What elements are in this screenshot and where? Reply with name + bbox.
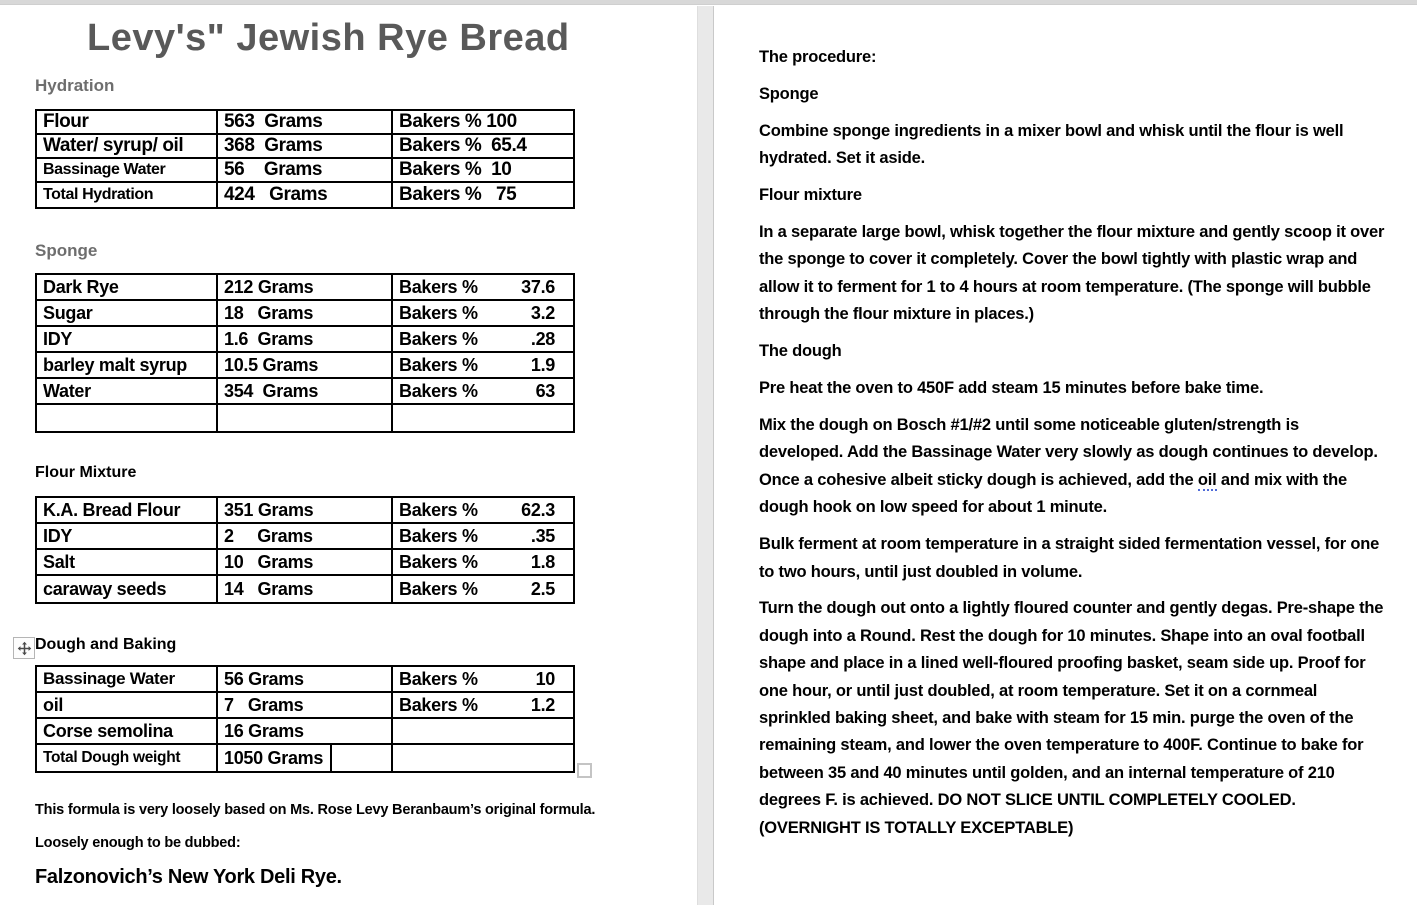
shaping-baking-step-text: Turn the dough out onto a lightly floured counter and gently degas. Pre-shape the dough into a Round. Rest the dough for 10 minutes. Shape into an oval football shape and place in a lined well-floured proofing basket, seam side up. Proof for one hour, or until just doubled, at room temperature. Set it on a cornmeal sprinkled baking sheet, and bake with steam for 15 min. purge the oven of the remaining steam, and lower the oven temperature to 400F. Continue to bake for between 35 and 40 minutes until golden, and an internal temperature of 210 degrees F. is achieved. DO NOT SLICE UNTIL COMPLETELY COOLED. (OVERNIGHT IS TOTALLY EXCEPTABLE) (759, 599, 1384, 837)
ingredient-cell: Total Dough weight (37, 745, 218, 771)
ingredient-cell: Flour (37, 111, 218, 135)
ingredient-cell: Water/ syrup/ oil (37, 135, 218, 159)
table-row (37, 745, 573, 771)
ingredient-cell: Bassinage Water (37, 667, 218, 693)
quantity-cell: 10.5 Grams (218, 353, 393, 379)
quantity-cell: 10 Grams (218, 550, 393, 576)
bakers-cell (393, 301, 573, 327)
sponge-heading: Sponge (35, 241, 98, 260)
table-row (37, 353, 573, 379)
bakers-label: Bakers % (399, 380, 478, 401)
table-row (37, 111, 573, 135)
quantity-cell: 14 Grams (218, 576, 393, 602)
bakers-cell: Bakers % 100 (393, 111, 573, 135)
bakers-cell (393, 719, 573, 745)
bakers-label: Bakers % (399, 694, 478, 715)
table-row (37, 379, 573, 405)
bakers-cell (393, 667, 573, 693)
formula-attribution-note: This formula is very loosely based on Ms. Rose Levy Beranbaum’s original formula. (35, 802, 596, 818)
dough-baking-heading: Dough and Baking (35, 636, 177, 653)
quantity-cell: 16 Grams (218, 719, 393, 745)
mix-step-text-part2: and mix with the dough hook on low speed for about 1 minute. (759, 470, 1347, 517)
ingredient-cell: IDY (37, 327, 218, 353)
bakers-cell (393, 379, 573, 405)
mix-step-text-part1: Mix the dough on Bosch #1/#2 until some noticeable gluten/strength is developed. Add the Bassinage Water very slowly as dough continues to develop. Once a cohesive albeit sticky dough is achieved, add the (759, 415, 1378, 489)
ingredient-cell: oil (37, 693, 218, 719)
sponge-step-heading: Sponge (759, 84, 819, 103)
top-bar (0, 0, 1417, 5)
bakers-cell: Bakers % 65.4 (393, 135, 573, 159)
table-row (37, 576, 573, 602)
preheat-step-text: Pre heat the oven to 450F add steam 15 minutes before bake time. (759, 379, 1264, 398)
ingredient-cell: Bassinage Water (37, 159, 218, 183)
deli-rye-name: Falzonovich’s New York Deli Rye. (35, 866, 342, 888)
bulk-ferment-step-text: Bulk ferment at room temperature in a straight sided fermentation vessel, for one to two hours, until just doubled in volume. (759, 535, 1380, 581)
bakers-label: Bakers % (399, 276, 478, 297)
bakers-label: Bakers % (399, 551, 478, 572)
bakers-label: Bakers % (399, 354, 478, 375)
ingredient-cell: Total Hydration (37, 183, 218, 207)
bakers-cell (393, 693, 573, 719)
table-row (37, 135, 573, 159)
bakers-value: 62.3 (521, 499, 555, 520)
table-row (37, 327, 573, 353)
bakers-value: 1.8 (530, 551, 555, 572)
quantity-cell: 56 Grams (218, 667, 393, 693)
bakers-cell (393, 745, 573, 771)
bakers-value: 1.2 (530, 694, 555, 715)
ingredient-cell: Corse semolina (37, 719, 218, 745)
table-row (37, 693, 573, 719)
bakers-value: 37.6 (521, 276, 555, 297)
bakers-value: 3.2 (530, 302, 555, 323)
flour-mixture-table (35, 496, 575, 604)
bakers-cell (393, 327, 573, 353)
bakers-value: .35 (530, 525, 555, 546)
bakers-value: 2.5 (530, 578, 555, 599)
ingredient-cell: K.A. Bread Flour (37, 498, 218, 524)
bakers-label: Bakers % (399, 578, 478, 599)
total-dough-weight-value: 1050 Grams (218, 745, 332, 771)
dough-baking-table (35, 665, 575, 773)
bakers-cell (393, 524, 573, 550)
quantity-cell: 18 Grams (218, 301, 393, 327)
table-move-handle-icon[interactable] (13, 637, 35, 659)
sponge-table (35, 273, 575, 433)
quantity-cell: 354 Grams (218, 379, 393, 405)
bakers-value: 10 (535, 668, 555, 689)
quantity-cell (218, 405, 393, 431)
document-title: Levy's" Jewish Rye Bread (87, 17, 570, 59)
bakers-cell (393, 498, 573, 524)
table-row (37, 405, 573, 431)
table-row (37, 498, 573, 524)
bakers-label: Bakers % (399, 302, 478, 323)
bakers-cell: Bakers % 75 (399, 184, 517, 205)
ingredient-cell (37, 405, 218, 431)
bakers-label: Bakers % (399, 525, 478, 546)
bakers-cell (393, 275, 573, 301)
table-row (37, 667, 573, 693)
hydration-heading: Hydration (35, 76, 115, 95)
hydration-table (35, 109, 575, 209)
sponge-step-text: Combine sponge ingredients in a mixer bowl and whisk until the flour is well hydrated. Set it aside. (759, 121, 1344, 168)
table-row (37, 183, 573, 207)
table-row (37, 719, 573, 745)
quantity-cell: 56 Grams (218, 159, 393, 183)
bakers-cell (393, 405, 573, 431)
bakers-label: Bakers % (399, 668, 478, 689)
bakers-cell (393, 550, 573, 576)
ingredient-cell: IDY (37, 524, 218, 550)
bakers-label: Bakers % (399, 328, 478, 349)
quantity-cell: 368 Grams (218, 135, 393, 159)
document-page-right (714, 6, 1417, 905)
table-resize-handle[interactable] (577, 763, 592, 778)
quantity-cell: 7 Grams (218, 693, 393, 719)
bakers-label: Bakers % (399, 499, 478, 520)
ingredient-cell: Sugar (37, 301, 218, 327)
ingredient-cell: Salt (37, 550, 218, 576)
bakers-value: 1.9 (530, 354, 555, 375)
flour-mixture-step-heading: Flour mixture (759, 186, 862, 205)
bakers-value: .28 (530, 328, 555, 349)
table-row (37, 275, 573, 301)
quantity-cell: 424 Grams (218, 183, 393, 207)
table-row (37, 301, 573, 327)
table-row (37, 524, 573, 550)
quantity-cell: 2 Grams (218, 524, 393, 550)
four-way-arrow-icon (17, 641, 32, 656)
table-row (37, 159, 573, 183)
ingredient-cell: barley malt syrup (37, 353, 218, 379)
document-page-left (0, 6, 697, 905)
mix-step-text (759, 412, 1386, 522)
grammar-underlined-word: oil (1197, 470, 1217, 489)
quantity-cell: 351 Grams (218, 498, 393, 524)
flour-mixture-step-text: In a separate large bowl, whisk together the flour mixture and gently scoop it over the sponge to cover it completely. Cover the bowl tightly with plastic wrap and allow it to ferment for 1 to 4 hours at room temperature. (The sponge will bubble through the flour mixture in places.) (759, 223, 1385, 324)
quantity-cell: 563 Grams (218, 111, 393, 135)
quantity-cell (218, 745, 393, 771)
ingredient-cell: Water (37, 379, 218, 405)
bakers-cell (393, 353, 573, 379)
table-row (37, 550, 573, 576)
bakers-value: 63 (535, 380, 555, 401)
ingredient-cell: caraway seeds (37, 576, 218, 602)
bakers-cell (393, 576, 573, 602)
flour-mixture-heading: Flour Mixture (35, 464, 137, 481)
bakers-cell: Bakers % 10 (393, 159, 573, 183)
quantity-cell: 1.6 Grams (218, 327, 393, 353)
dough-step-heading: The dough (759, 342, 842, 361)
ingredient-cell: Dark Rye (37, 275, 218, 301)
quantity-cell: 212 Grams (218, 275, 393, 301)
page-divider (697, 6, 714, 905)
procedure-heading: The procedure: (759, 48, 877, 66)
dubbed-note: Loosely enough to be dubbed: (35, 835, 241, 851)
